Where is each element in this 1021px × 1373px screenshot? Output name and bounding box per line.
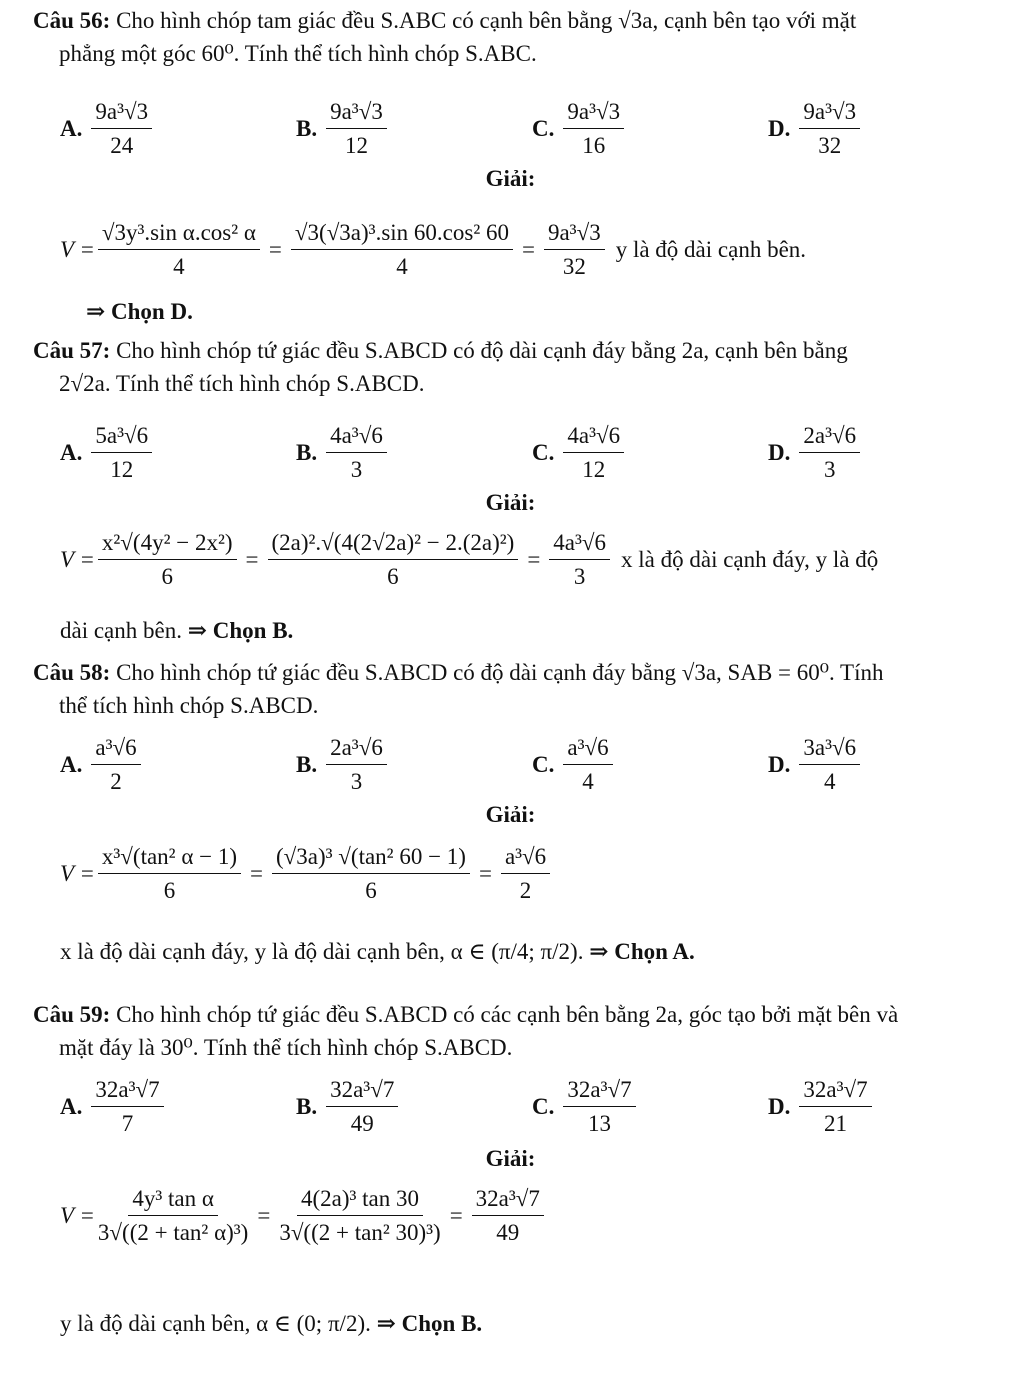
option-c: C. $\frac{\text{a³√6}}{4}$ — [532, 730, 616, 800]
option-c: C. $\frac{\text{9a³√3}}{16}$ — [532, 94, 627, 164]
question-stem-line2: 2√2a. Tính thể tích hình chóp S.ABCD. — [59, 371, 425, 396]
option-c: C. $\frac{\text{32a³√7}}{13}$ — [532, 1072, 639, 1142]
options-58 — [60, 730, 960, 800]
option-d: D. $\frac{\text{3a³√6}}{4}$ — [768, 730, 863, 800]
question-stem-line2: phẳng một góc 60⁰. Tính thể tích hình chóp S.ABC. — [59, 41, 537, 66]
option-d: D. $\frac{\text{32a³√7}}{21}$ — [768, 1072, 875, 1142]
answer-choice: ⇒ Chọn D. — [86, 299, 193, 324]
question-stem-line2: thể tích hình chóp S.ABCD. — [59, 693, 319, 718]
question-57 — [33, 334, 983, 400]
solution-formula: V = $\frac{\text{x³√(tan² α − 1)}}{6}$ = $\frac{\text{(√3a)³ √(tan² 60 − 1)}}{6}$ = $\frac{\text{a³√6}}{2}$ — [60, 844, 980, 904]
solution-note: dài cạnh bên. ⇒ Chọn B. — [60, 618, 294, 643]
solution-formula: V = $\frac{\text{x²√(4y² − 2x²)}}{6}$ = $\frac{\text{(2a)².√(4(2√2a)² − 2.(2a)²)}}{6}$ = $\frac{\text{4a³√6}}{3}$ x là độ dài cạnh đáy, y là độ — [60, 530, 879, 589]
solution-heading: Giải: — [485, 1146, 536, 1171]
option-b: B. $\frac{\text{2a³√6}}{3}$ — [296, 730, 390, 800]
option-a: A. $\frac{\text{32a³√7}}{7}$ — [60, 1072, 167, 1142]
option-b: B. $\frac{\text{9a³√3}}{12}$ — [296, 94, 390, 164]
solution-heading: Giải: — [485, 166, 536, 191]
option-a: A. $\frac{\text{9a³√3}}{24}$ — [60, 94, 155, 164]
question-stem-line1: Cho hình chóp tứ giác đều S.ABCD có độ dài cạnh đáy bằng 2a, cạnh bên bằng — [116, 338, 848, 363]
question-58 — [33, 656, 983, 722]
answer-choice: ⇒ Chọn B. — [376, 1311, 483, 1336]
question-label: Câu 57: — [33, 338, 111, 363]
option-d: D. $\frac{\text{9a³√3}}{32}$ — [768, 94, 863, 164]
solution-note: x là độ dài cạnh đáy, y là độ dài cạnh bên, α ∈ (π/4; π/2). ⇒ Chọn A. — [60, 939, 695, 964]
solution-heading: Giải: — [485, 802, 536, 827]
question-59 — [33, 998, 983, 1064]
options-59 — [60, 1072, 960, 1142]
question-label: Câu 56: — [33, 8, 111, 33]
options-57 — [60, 418, 960, 488]
question-label: Câu 59: — [33, 1002, 111, 1027]
question-stem-line1: Cho hình chóp tam giác đều S.ABC có cạnh bên bằng √3a, cạnh bên tạo với mặt — [116, 8, 857, 33]
solution-note: y là độ dài cạnh bên, α ∈ (0; π/2). ⇒ Chọn B. — [60, 1311, 483, 1336]
option-c: C. $\frac{\text{4a³√6}}{12}$ — [532, 418, 627, 488]
option-b: B. $\frac{\text{4a³√6}}{3}$ — [296, 418, 390, 488]
option-b: B. $\frac{\text{32a³√7}}{49}$ — [296, 1072, 401, 1142]
option-d: D. $\frac{\text{2a³√6}}{3}$ — [768, 418, 863, 488]
question-56 — [33, 4, 983, 70]
question-stem-line1: Cho hình chóp tứ giác đều S.ABCD có độ dài cạnh đáy bằng √3a, SAB = 60⁰. Tính — [116, 660, 884, 685]
answer-choice: ⇒ Chọn A. — [589, 939, 695, 964]
question-stem-line2: mặt đáy là 30⁰. Tính thể tích hình chóp S.ABCD. — [59, 1035, 513, 1060]
answer-choice: ⇒ Chọn B. — [187, 618, 294, 643]
question-stem-line1: Cho hình chóp tứ giác đều S.ABCD có các cạnh bên bằng 2a, góc tạo bởi mặt bên và — [116, 1002, 899, 1027]
option-a: A. $\frac{\text{5a³√6}}{12}$ — [60, 418, 155, 488]
question-label: Câu 58: — [33, 660, 111, 685]
option-a: A. $\frac{\text{a³√6}}{2}$ — [60, 730, 144, 800]
solution-formula: V = $\frac{\text{√3y³.sin α.cos² α}}{4}$ = $\frac{\text{√3(√3a)³.sin 60.cos² 60}}{4}$ = $\frac{\text{9a³√3}}{32}$ y là độ dài cạnh bên. — [60, 220, 807, 279]
solution-formula: V = $\frac{\text{4y³ tan α}}{\text{3√((2 + tan² α)³)}}$ = $\frac{\text{4(2a)³ tan 30}}{\text{3√((2 + tan² 30)³)}}$ = $\frac{\text{32a³√7}}{49}$ — [60, 1186, 980, 1246]
solution-heading: Giải: — [485, 490, 536, 515]
options-56 — [60, 94, 960, 164]
